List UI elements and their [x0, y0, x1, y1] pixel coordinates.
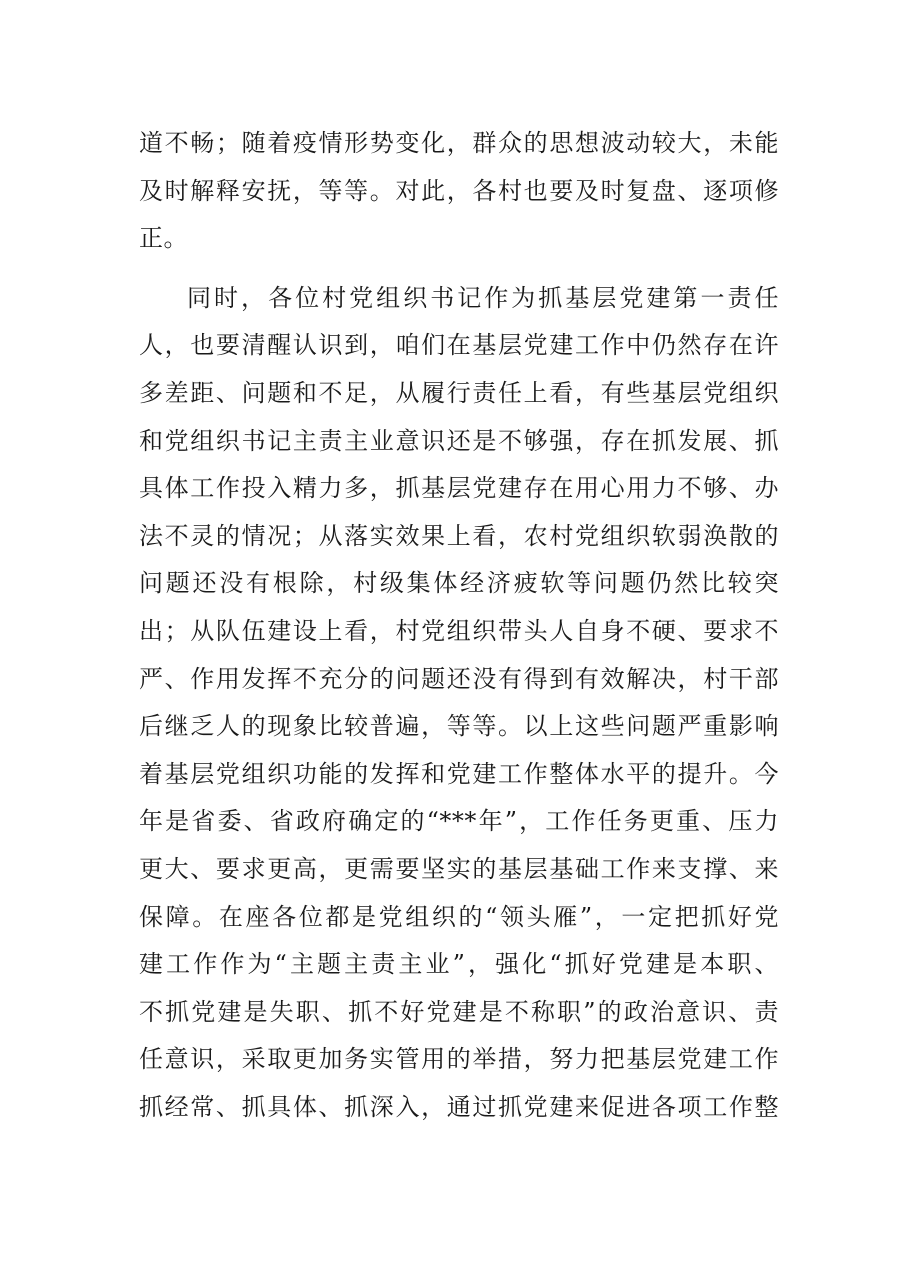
text-line: 不抓党建是失职、抓不好党建是不称职”的政治意识、责 [139, 997, 779, 1026]
text-line: 及时解释安抚，等等。对此，各村也要及时复盘、逐项修 [139, 176, 779, 205]
text-line: 年是省委、省政府确定的“***年”，工作任务更重、压力 [139, 807, 779, 836]
text-line: 保障。在座各位都是党组织的“领头雁”，一定把抓好党 [139, 902, 779, 931]
text-line: 问题还没有根除，村级集体经济疲软等问题仍然比较突 [139, 569, 779, 598]
text-line: 道不畅；随着疫情形势变化，群众的思想波动较大，未能 [139, 129, 779, 157]
paragraph-2 [139, 275, 779, 1132]
text-line: 建工作作为“主题主责主业”，强化“抓好党建是本职、 [139, 950, 779, 979]
text-line: 法不灵的情况；从落实效果上看，农村党组织软弱涣散的 [139, 521, 779, 550]
text-line: 后继乏人的现象比较普遍，等等。以上这些问题严重影响 [139, 712, 779, 741]
paragraph-spacer [139, 263, 779, 275]
text-line: 和党组织书记主责主业意识还是不够强，存在抓发展、抓 [139, 426, 779, 455]
text-line: 抓经常、抓具体、抓深入，通过抓党建来促进各项工作整 [139, 1092, 779, 1121]
text-line: 更大、要求更高，更需要坚实的基层基础工作来支撑、来 [139, 854, 779, 883]
text-line: 同时，各位村党组织书记作为抓基层党建第一责任 [187, 283, 779, 312]
paragraph-1 [139, 120, 779, 263]
text-line: 具体工作投入精力多，抓基层党建存在用心用力不够、办 [139, 474, 779, 503]
text-line: 正。 [139, 224, 188, 253]
text-line: 多差距、问题和不足，从履行责任上看，有些基层党组织 [139, 378, 779, 407]
text-line: 着基层党组织功能的发挥和党建工作整体水平的提升。今 [139, 759, 779, 788]
text-line: 任意识，采取更加务实管用的举措，努力把基层党建工作 [139, 1045, 779, 1074]
document-body [139, 120, 779, 1131]
text-line: 人，也要清醒认识到，咱们在基层党建工作中仍然存在许 [139, 331, 779, 360]
text-line: 严、作用发挥不充分的问题还没有得到有效解决，村干部 [139, 664, 779, 693]
text-line: 出；从队伍建设上看，村党组织带头人自身不硬、要求不 [139, 616, 779, 645]
